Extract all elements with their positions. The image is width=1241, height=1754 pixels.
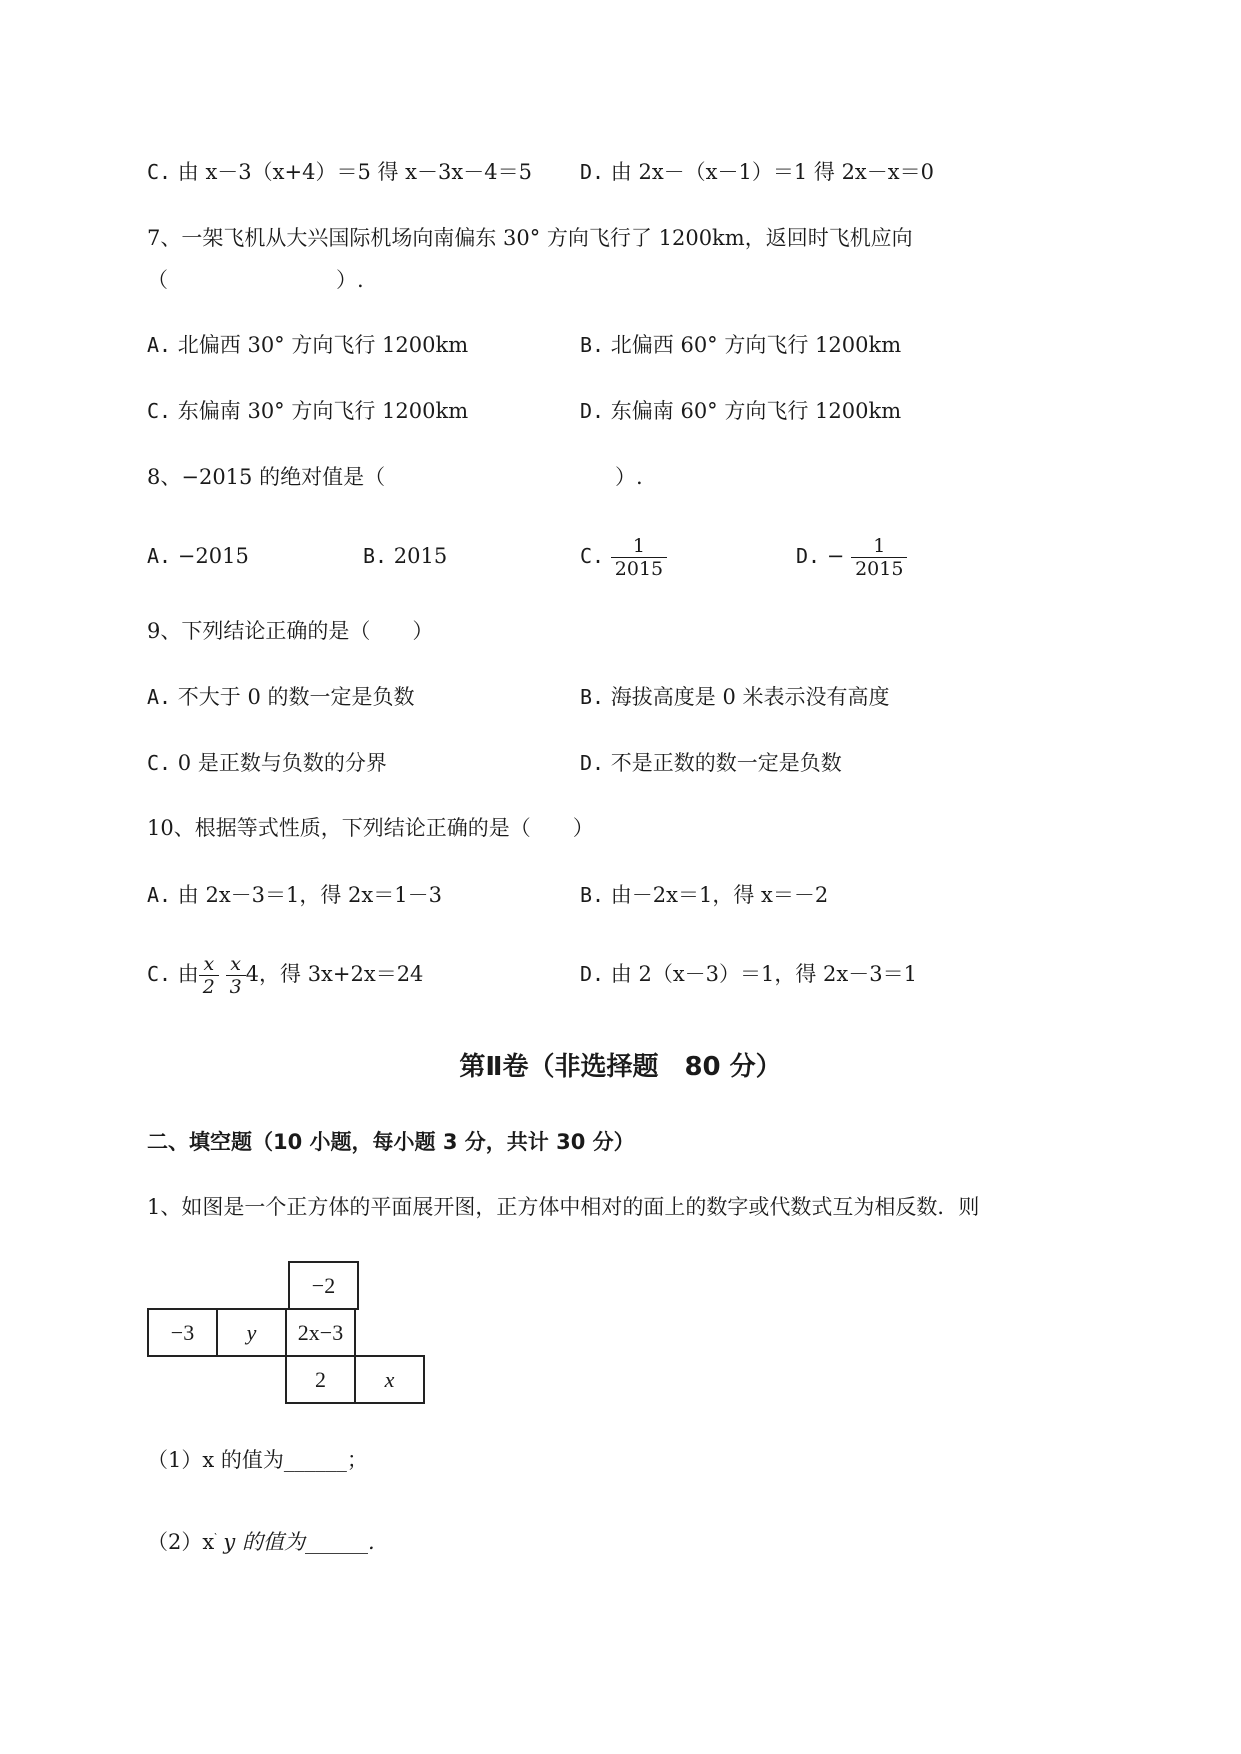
- option-label: C.: [147, 751, 172, 775]
- fraction-denominator: 2015: [611, 557, 667, 580]
- net-cell-y: y: [216, 1308, 287, 1357]
- q10-option-d: [580, 960, 917, 988]
- option-label: D.: [796, 544, 821, 568]
- q9-option-b: [580, 683, 890, 711]
- fraction: [851, 535, 907, 580]
- fraction: [226, 953, 246, 998]
- q8-stem-close: ）.: [615, 465, 643, 489]
- q9-option-c: [147, 749, 387, 777]
- option-text: 东偏南 60° 方向飞行 1200km: [610, 399, 902, 423]
- option-text: 东偏南 30° 方向飞行 1200km: [177, 399, 469, 423]
- net-cell-bottom: 2: [285, 1355, 356, 1404]
- q9-option-d: [580, 749, 842, 777]
- option-label: D.: [580, 399, 605, 423]
- option-text: 由 2x－3＝1，得 2x＝1－3: [177, 883, 442, 907]
- net-cell-left: −3: [147, 1308, 218, 1357]
- fill1-sub1: （1）x 的值为______；: [147, 1448, 368, 1472]
- q6-option-c: [147, 158, 532, 186]
- fraction-denominator: 2015: [851, 557, 907, 580]
- option-label: B.: [580, 883, 605, 907]
- option-text: 北偏西 30° 方向飞行 1200km: [177, 333, 469, 357]
- sub2-pre: （2）x: [147, 1530, 215, 1554]
- fraction-denominator: 2: [199, 975, 219, 998]
- option-label: C.: [147, 399, 172, 423]
- option-label: C.: [580, 544, 605, 568]
- part-title: 第Ⅱ卷（非选择题 80 分）: [459, 1052, 782, 1082]
- option-label: A.: [147, 333, 172, 357]
- q10-option-b: [580, 881, 828, 909]
- q6-option-d: [580, 158, 934, 186]
- q7-answer-blank: （ ）.: [147, 268, 364, 292]
- fraction-numerator: 1: [632, 535, 645, 557]
- q10-stem: 10、根据等式性质，下列结论正确的是（ ）: [147, 816, 594, 840]
- q8-option-d: [796, 528, 907, 584]
- section-title: 二、填空题（10 小题，每小题 3 分，共计 30 分）: [147, 1130, 635, 1154]
- fraction: [199, 953, 219, 998]
- option-label: D.: [580, 751, 605, 775]
- fraction-numerator: x: [203, 953, 215, 975]
- option-label: A.: [147, 544, 172, 568]
- option-label: D.: [580, 962, 605, 986]
- option-label: C.: [147, 160, 172, 184]
- cube-net-figure: [147, 1261, 437, 1416]
- q7-option-d: [580, 397, 901, 425]
- option-text: 2015: [393, 544, 448, 568]
- option-label: B.: [580, 685, 605, 709]
- q7-option-a: [147, 331, 468, 359]
- q8-option-b: [363, 542, 447, 570]
- q9-option-a: [147, 683, 415, 711]
- option-label: B.: [363, 544, 388, 568]
- fraction-denominator: 3: [226, 975, 246, 998]
- fill1-stem: 1、如图是一个正方体的平面展开图，正方体中相对的面上的数字或代数式互为相反数．则: [147, 1195, 980, 1219]
- q10-option-a: [147, 881, 442, 909]
- option-text: 0 是正数与负数的分界: [177, 751, 387, 775]
- option-text: −2015: [177, 544, 249, 568]
- option-text: 北偏西 60° 方向飞行 1200km: [610, 333, 902, 357]
- q8-stem: 8、−2015 的绝对值是（: [147, 465, 386, 489]
- option-label: B.: [580, 333, 605, 357]
- q10-option-c: [147, 946, 423, 1002]
- q8-option-a: [147, 542, 249, 570]
- net-cell-x: x: [354, 1355, 425, 1404]
- option-text: 由 2x－（x－1）＝1 得 2x－x＝0: [610, 160, 934, 184]
- fraction: [611, 535, 667, 580]
- fraction-numerator: x: [230, 953, 241, 975]
- option-text: 不大于 0 的数一定是负数: [177, 685, 415, 709]
- negative-sign: −: [826, 544, 845, 568]
- net-cell-top: −2: [288, 1261, 359, 1310]
- option-text: 由 x－3（x+4）＝5 得 x－3x－4＝5: [177, 160, 532, 184]
- option-pre: 由: [177, 962, 199, 986]
- q7-option-c: [147, 397, 468, 425]
- fill1-sub2: [147, 1524, 375, 1556]
- option-label: A.: [147, 883, 172, 907]
- q7-stem: 7、一架飞机从大兴国际机场向南偏东 30° 方向飞行了 1200km，返回时飞机应向: [147, 226, 913, 250]
- option-post: 4，得 3x+2x＝24: [245, 962, 424, 986]
- q9-stem: 9、下列结论正确的是（ ）: [147, 619, 434, 643]
- option-text: 由 2（x－3）＝1，得 2x－3＝1: [610, 962, 917, 986]
- option-label: D.: [580, 160, 605, 184]
- option-label: C.: [147, 962, 172, 986]
- exponent-mark: ‵: [214, 1531, 217, 1544]
- sub2-post: y 的值为______.: [223, 1530, 375, 1554]
- fraction-numerator: 1: [873, 535, 886, 557]
- q7-option-b: [580, 331, 901, 359]
- net-cell-center: 2x−3: [285, 1308, 356, 1357]
- option-text: 由－2x＝1，得 x＝－2: [610, 883, 829, 907]
- option-label: A.: [147, 685, 172, 709]
- option-text: 海拔高度是 0 米表示没有高度: [610, 685, 890, 709]
- option-text: 不是正数的数一定是负数: [610, 751, 842, 775]
- q8-option-c: [580, 528, 667, 584]
